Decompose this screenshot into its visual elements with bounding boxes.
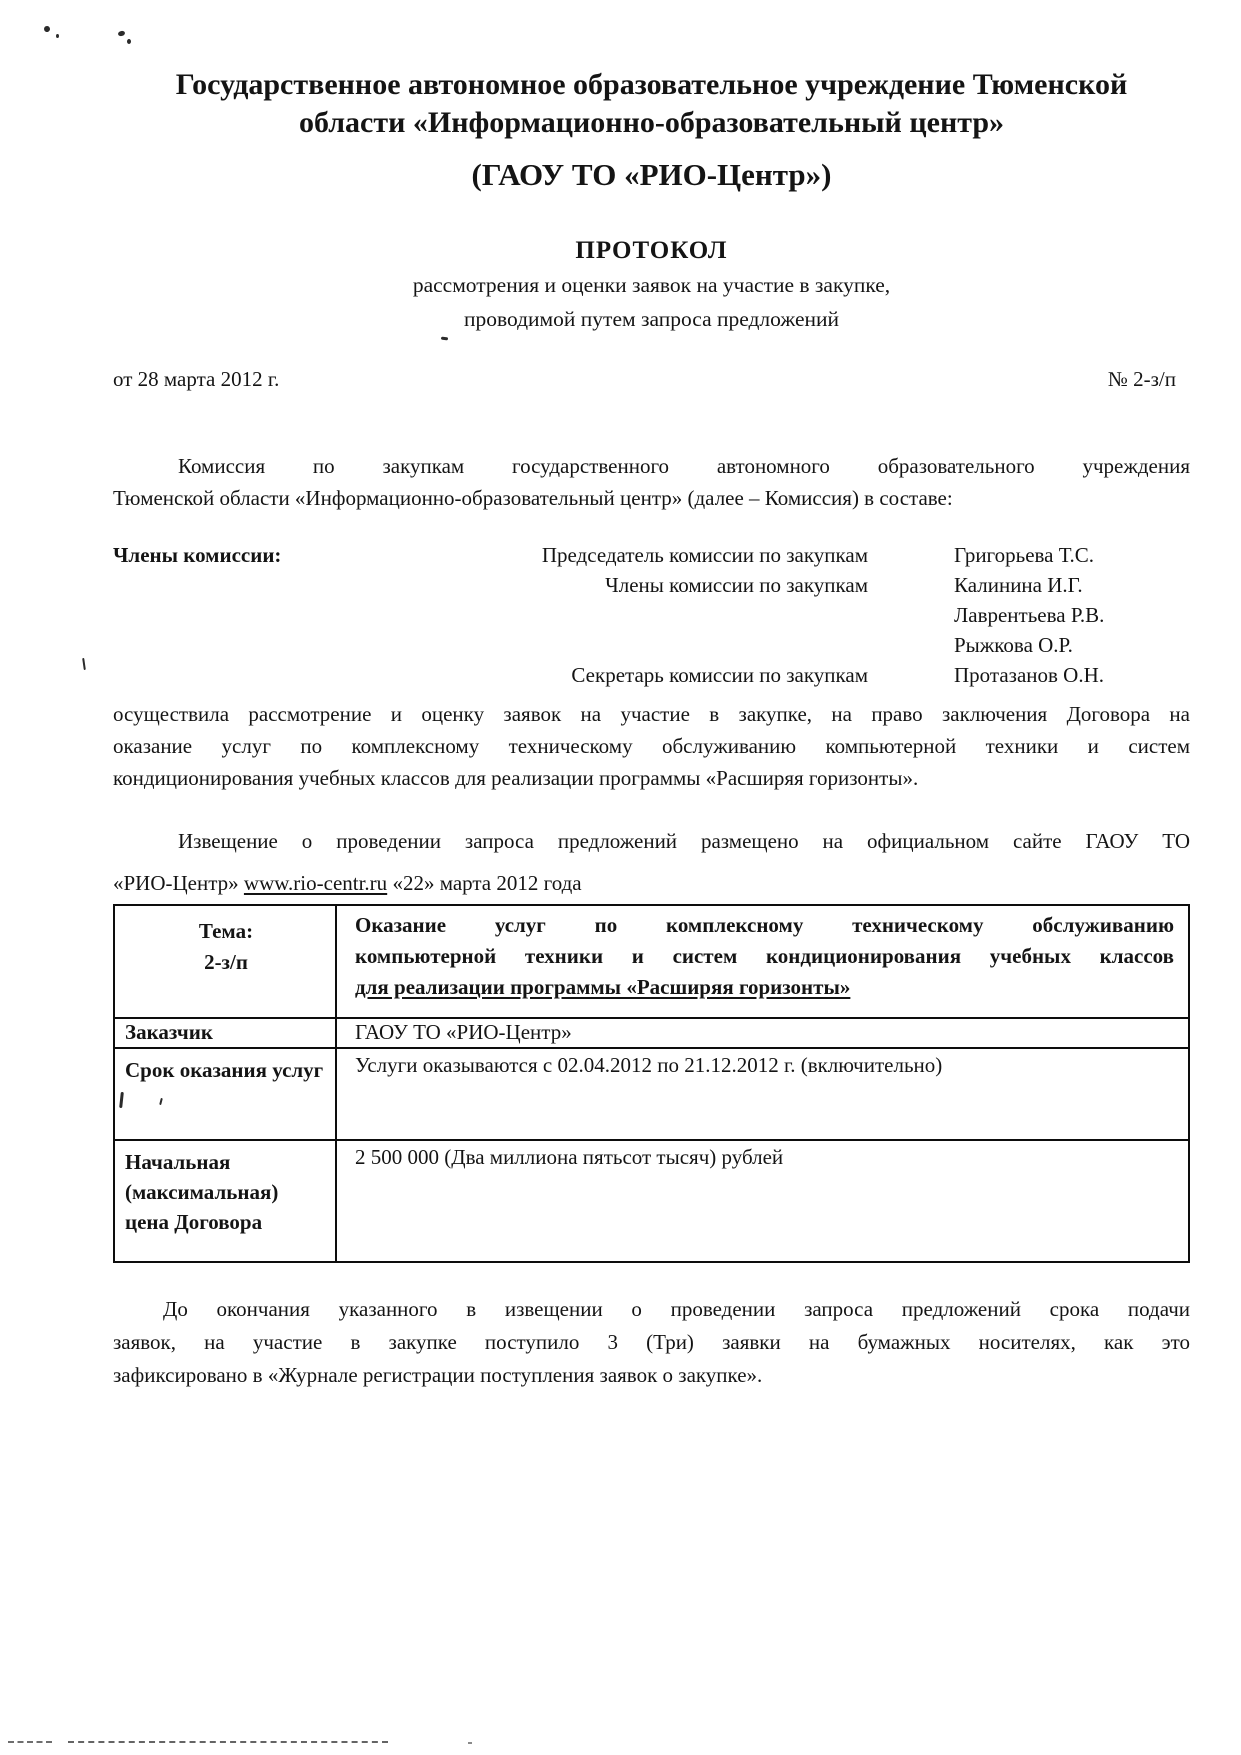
commission-role: [443, 600, 868, 630]
protocol-number: № 2-з/п: [1107, 367, 1176, 391]
commission-name: Рыжкова О.Р.: [954, 633, 1073, 657]
intro-paragraph: [113, 450, 1190, 514]
website-link: www.rio-centr.ru: [243, 871, 388, 895]
theme-label-line2: 2-з/п: [204, 950, 248, 974]
commission-name: Калинина И.Г.: [954, 573, 1083, 597]
date-number-row: [113, 364, 1190, 394]
closing-line3: зафиксировано в «Журнале регистрации поступления заявок о закупке».: [113, 1363, 763, 1387]
price-label-cell: [114, 1140, 336, 1262]
commission-roles-column: [443, 540, 868, 690]
customer-value-cell: ГАОУ ТО «РИО-Центр»: [336, 1018, 1189, 1048]
review-paragraph: [113, 698, 1190, 794]
commission-names-column: [954, 540, 1104, 690]
scan-dashed-line: [68, 1741, 388, 1743]
commission-name: Григорьева Т.С.: [954, 543, 1094, 567]
protocol-subtitle-line1: рассмотрения и оценки заявок на участие в закупке,: [412, 273, 891, 297]
review-line1: осуществила рассмотрение и оценку заявок на участие в закупке, на право заключения Договора на: [113, 702, 1190, 726]
commission-label: Члены комиссии:: [113, 543, 282, 567]
commission-members-block: [113, 540, 1190, 690]
theme-value-line1: Оказание услуг по комплексному техническому обслуживанию: [355, 913, 1174, 937]
table-row-theme: [114, 905, 1189, 1018]
term-label-cell: [114, 1048, 336, 1140]
theme-value-cell: [336, 905, 1189, 1018]
price-label: Начальная (максимальная) цена Договора: [125, 1150, 279, 1234]
notice-line1: Извещение о проведении запроса предложений размещено на официальном сайте ГАОУ ТО: [178, 829, 1190, 853]
price-value-cell: 2 500 000 (Два миллиона пятьсот тысяч) рублей: [336, 1140, 1189, 1262]
table-row-price: [114, 1140, 1189, 1262]
notice-line2: [113, 862, 1190, 904]
notice-paragraph: [113, 820, 1190, 904]
intro-line1: Комиссия по закупкам государственного автономного образовательного учреждения: [178, 454, 1190, 478]
theme-label-cell: [114, 905, 336, 1018]
review-line3: кондиционирования учебных классов для реализации программы «Расширяя горизонты».: [113, 766, 919, 790]
intro-line2: Тюменской области «Информационно-образовательный центр» (далее – Комиссия) в составе:: [113, 486, 953, 510]
scan-artifact: [56, 34, 59, 38]
commission-name: Протазанов О.Н.: [954, 663, 1104, 687]
theme-value-line3: для реализации программы «Расширяя горизонты»: [355, 975, 851, 999]
protocol-subtitle-line2: проводимой путем запроса предложений: [463, 307, 840, 331]
customer-label-cell: Заказчик: [114, 1018, 336, 1048]
org-title-line1: Государственное автономное образовательное учреждение Тюменской: [175, 68, 1128, 101]
closing-paragraph: [113, 1293, 1190, 1392]
scan-artifact: [468, 1742, 472, 1744]
commission-role: Секретарь комиссии по закупкам: [571, 663, 868, 687]
org-title-line2: области «Информационно-образовательный центр»: [298, 106, 1005, 139]
scan-artifact: [43, 25, 51, 33]
procurement-table: [113, 904, 1190, 1263]
notice-line2-suffix: «22» марта 2012 года: [387, 871, 582, 895]
closing-line2: заявок, на участие в закупке поступило 3 (Три) заявки на бумажных носителях, как это: [113, 1330, 1190, 1354]
commission-role: Члены комиссии по закупкам: [605, 573, 868, 597]
org-short-name: (ГАОУ ТО «РИО-Центр»): [471, 157, 832, 192]
commission-role: Председатель комиссии по закупкам: [541, 543, 868, 567]
theme-label-line1: Тема:: [198, 919, 254, 943]
commission-role: [443, 630, 868, 660]
protocol-date: от 28 марта 2012 г.: [113, 367, 280, 391]
scan-artifact: [82, 658, 86, 670]
scan-dashed-line: [8, 1741, 52, 1743]
theme-value-line2: компьютерной техники и систем кондиционирования учебных классов: [355, 944, 1174, 968]
notice-line2-prefix: «РИО-Центр»: [113, 871, 244, 895]
commission-name: Лаврентьева Р.В.: [954, 603, 1105, 627]
closing-line1: До окончания указанного в извещении о проведении запроса предложений срока подачи: [163, 1297, 1190, 1321]
protocol-title: ПРОТОКОЛ: [575, 237, 728, 264]
review-line2: оказание услуг по комплексному техническому обслуживанию компьютерной техники и систем: [113, 734, 1190, 758]
term-label: Срок оказания услуг: [125, 1058, 324, 1082]
table-row-customer: [114, 1018, 1189, 1048]
term-value-cell: Услуги оказываются с 02.04.2012 по 21.12.2012 г. (включительно): [336, 1048, 1189, 1140]
table-row-term: [114, 1048, 1189, 1140]
